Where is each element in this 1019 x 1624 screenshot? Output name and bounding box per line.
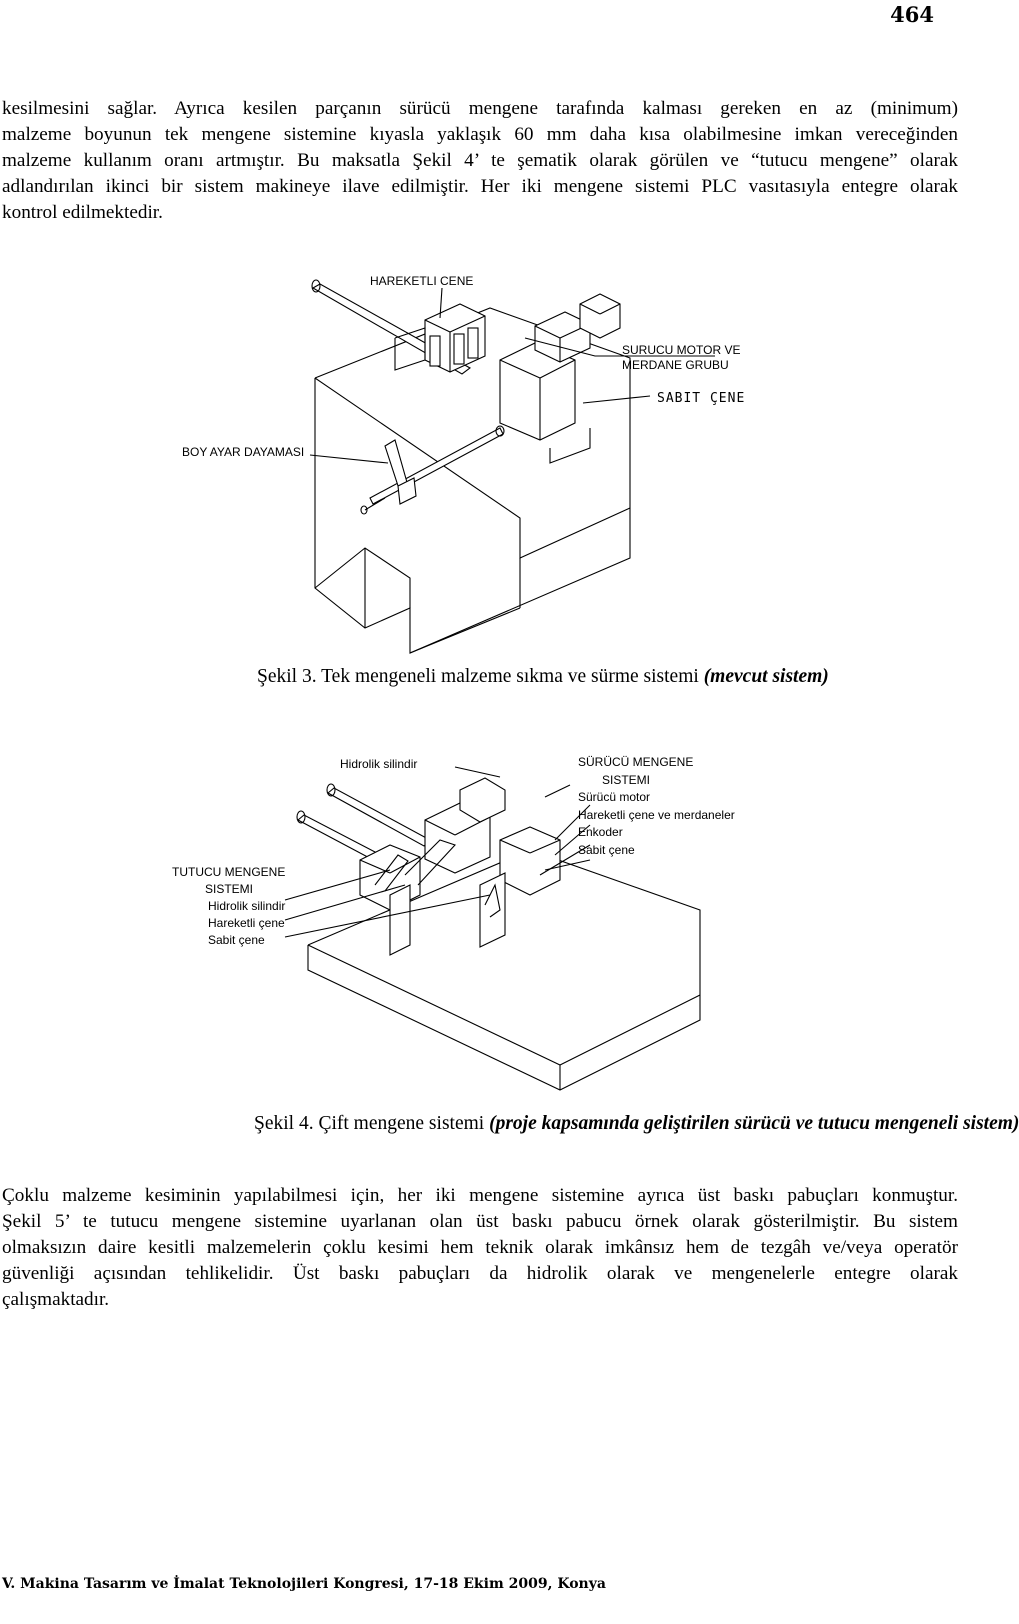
- label-tutucu-mengene-1: TUTUCU MENGENE: [172, 865, 286, 879]
- text-line: Şekil 5’ te tutucu mengene sistemine uyarlanan olan üst baskı pabucu örnek olarak gösterilmiştir. Bu sistem: [2, 1211, 958, 1232]
- label-sabit-cene-tutucu: Sabit çene: [208, 933, 265, 947]
- page-number: 464: [890, 2, 934, 27]
- text-line: adlandırılan ikinci bir sistem makineye ilave edilmiştir. Her iki mengene sistemi PLC vasıtasıyla entegre olarak: [2, 176, 958, 197]
- caption-text: Tek mengeneli malzeme sıkma ve sürme sistemi: [321, 666, 704, 687]
- paragraph-2: [2, 1183, 958, 1313]
- figure-3-drawing: [170, 248, 790, 653]
- label-surucu-motor-1: SURUCU MOTOR VE: [622, 343, 741, 357]
- label-surucu-motor: Sürücü motor: [578, 790, 651, 804]
- label-hareketli-cene-tutucu: Hareketli çene: [208, 916, 285, 930]
- text-line: kontrol edilmektedir.: [2, 202, 163, 223]
- text-line: çalışmaktadır.: [2, 1289, 110, 1310]
- text-line: Çoklu malzeme kesiminin yapılabilmesi için, her iki mengene sistemine ayrıca üst baskı pabuçları konmuştur.: [2, 1185, 958, 1206]
- label-enkoder: Enkoder: [578, 825, 623, 839]
- label-surucu-motor-2: MERDANE GRUBU: [622, 358, 729, 372]
- label-hidrolik-silindir-top: Hidrolik silindir: [340, 757, 418, 771]
- label-hareketli-cene: HAREKETLI CENE: [370, 274, 474, 288]
- figure-4-drawing: [160, 745, 790, 1110]
- caption-text: Çift mengene sistemi: [318, 1113, 490, 1134]
- label-hareketli-cene-merdane: Hareketli çene ve merdaneler: [578, 808, 735, 822]
- label-sabit-cene: SABIT ÇENE: [657, 391, 746, 406]
- footer-conference: V. Makina Tasarım ve İmalat Teknolojileri Kongresi, 17-18 Ekim 2009, Konya: [2, 1576, 606, 1592]
- text-line: malzeme kullanım oranı artmıştır. Bu maksatla Şekil 4’ te şematik olarak görülen ve “tutucu mengene” olarak: [2, 150, 958, 171]
- text-line: malzeme boyunun tek mengene sistemine kıyasla yaklaşık 60 mm daha kısa olabilmesine imkan vereceğinden: [2, 124, 958, 145]
- paragraph-1: [2, 96, 958, 226]
- label-tutucu-mengene-2: SISTEMI: [205, 882, 254, 896]
- label-boy-ayar-dayamasi: BOY AYAR DAYAMASI: [182, 445, 305, 459]
- caption-emphasis: (proje kapsamında geliştirilen sürücü ve tutucu mengeneli sistem): [489, 1113, 1019, 1134]
- text-line: güvenliği açısından tehlikelidir. Üst baskı pabuçları da hidrolik olarak ve mengenelerle entegre olarak: [2, 1263, 958, 1284]
- label-surucu-mengene-1: SÜRÜCÜ MENGENE: [578, 755, 694, 769]
- figure-4-caption: [254, 1113, 1019, 1135]
- label-hidrolik-silindir-tutucu: Hidrolik silindir: [208, 899, 286, 913]
- text-line: kesilmesini sağlar. Ayrıca kesilen parçanın sürücü mengene tarafında kalması gereken en az (minimum): [2, 98, 958, 119]
- figure-3-caption: [257, 666, 829, 688]
- label-surucu-mengene-2: SISTEMI: [602, 773, 651, 787]
- text-line: olmaksızın daire kesitli malzemelerin çoklu kesimi hem teknik olarak imkânsız hem de tezgâh ve/veya operatör: [2, 1237, 958, 1258]
- label-sabit-cene-surucu: Sabit çene: [578, 843, 635, 857]
- caption-prefix: Şekil 4.: [254, 1113, 319, 1134]
- caption-emphasis: (mevcut sistem): [703, 666, 829, 687]
- caption-prefix: Şekil 3.: [257, 666, 322, 687]
